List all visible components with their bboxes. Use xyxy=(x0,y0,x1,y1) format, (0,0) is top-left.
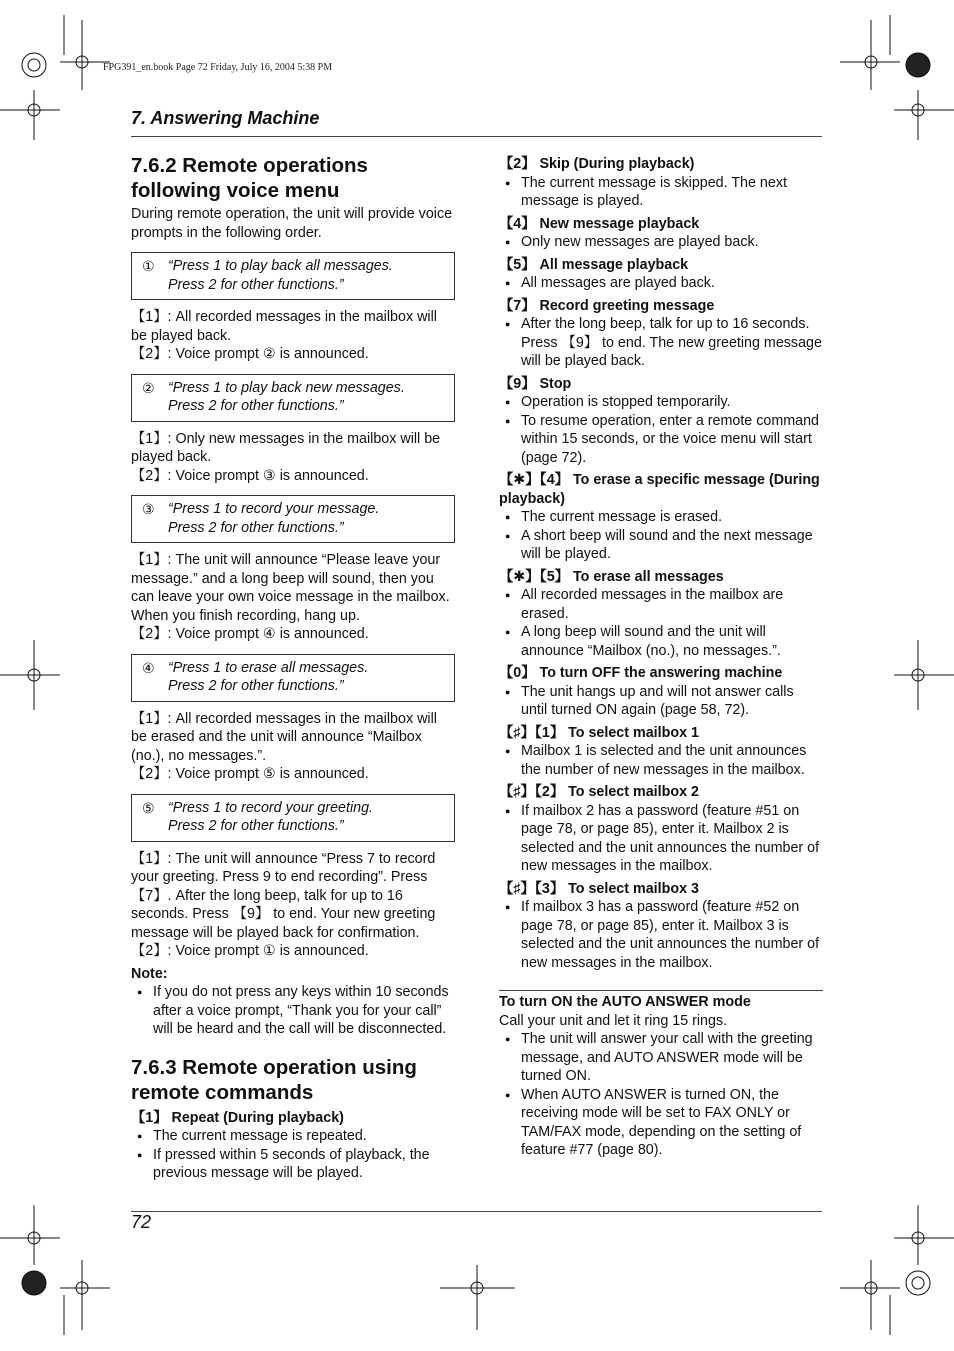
prompt-description: 【1】: All recorded messages in the mailbox will be erased and the unit will announce “Mailbox (no.), no messages.”. xyxy=(131,710,437,764)
prompt-next: 【2】: Voice prompt ③ is announced. xyxy=(131,467,369,484)
prompt-description: 【1】: The unit will announce “Please leave your message.” and a long beep will sound, then you can leave your own voice message in the mailbox. When you finish recording, hang up. xyxy=(131,552,450,624)
auto-answer-intro: Call your unit and let it ring 15 rings. xyxy=(499,1012,728,1029)
prompt-description: 【1】: The unit will announce “Press 7 to record your greeting. Press 9 to end recording”. Press 【7】. After the long beep, talk for up to 16 seconds. Press 【9】 to end. Your new greeting message will be played back for confirmation. xyxy=(131,850,436,941)
prompt-next: 【2】: Voice prompt ⑤ is announced. xyxy=(131,766,369,782)
chapter-title: 7. Answering Machine xyxy=(131,108,320,128)
command-item: ● Mailbox 1 is selected and the unit announces the number of new messages in the mailbox. xyxy=(499,742,823,779)
command-item: ● A short beep will sound and the next message will be played. xyxy=(499,527,823,564)
command-title: 【7】 Record greeting message xyxy=(499,297,715,314)
command-title: 【✱】【5】 To erase all messages xyxy=(499,568,724,585)
command-title: 【♯】【2】 To select mailbox 2 xyxy=(499,784,699,800)
command-item: ● The unit hangs up and will not answer calls until turned ON again (page 58, 72). xyxy=(499,683,823,720)
command-item: ● After the long beep, talk for up to 16 seconds. Press 【9】 to end. The new greeting message will be played back. xyxy=(499,315,823,371)
auto-answer-title: To turn ON the AUTO ANSWER mode xyxy=(499,994,751,1010)
page-number: 72 xyxy=(131,1212,152,1232)
voice-prompt-box xyxy=(131,374,455,422)
left-column xyxy=(131,153,455,1183)
command-item: ● All recorded messages in the mailbox are erased. xyxy=(499,586,823,623)
prompt-number: ⑤ xyxy=(142,799,155,816)
prompt-line: Press 2 for other functions.” xyxy=(168,519,344,536)
prompt-line: “Press 1 to record your greeting. xyxy=(168,799,374,816)
command-item: ● If pressed within 5 seconds of playback, the previous message will be played. xyxy=(131,1146,455,1183)
command-item: ● If mailbox 3 has a password (feature #52 on page 78, or page 85), enter it. Mailbox 3 is selected and the unit announces the number of new messages in the mailbox. xyxy=(499,898,823,972)
prompt-next: 【2】: Voice prompt ② is announced. xyxy=(131,346,369,362)
command-title: 【♯】【1】 To select mailbox 1 xyxy=(499,724,699,741)
note-item: ● If you do not press any keys within 10 seconds after a voice prompt, “Thank you for your call” will be heard and the call will be disconnected. xyxy=(131,983,455,1039)
prompt-number: ① xyxy=(142,258,155,274)
prompt-next: 【2】: Voice prompt ① is announced. xyxy=(131,943,369,959)
voice-prompt-box xyxy=(131,794,455,842)
prompt-line: Press 2 for other functions.” xyxy=(168,818,344,834)
command-title: 【✱】【4】 To erase a specific message (During playback) xyxy=(499,472,820,507)
footer-rule xyxy=(131,1211,822,1212)
command-item: ● The current message is erased. xyxy=(499,508,823,527)
voice-prompt-box xyxy=(131,495,455,543)
command-item: ● Operation is stopped temporarily. xyxy=(499,393,823,412)
command-title: 【♯】【3】 To select mailbox 3 xyxy=(499,880,699,897)
note-label: Note: xyxy=(131,965,168,982)
command-item: ● Only new messages are played back. xyxy=(499,233,823,252)
note xyxy=(131,965,455,1039)
prompt-description: 【1】: Only new messages in the mailbox will be played back. xyxy=(131,430,441,465)
prompt-number: ② xyxy=(142,379,155,396)
header-rule xyxy=(131,136,822,137)
command-title: 【1】 Repeat (During playback) xyxy=(131,1109,344,1126)
command-title: 【0】 To turn OFF the answering machine xyxy=(499,665,783,681)
intro-text: During remote operation, the unit will provide voice prompts in the following order. xyxy=(131,206,453,241)
command-title: 【5】 All message playback xyxy=(499,256,689,273)
prompt-line: Press 2 for other functions.” xyxy=(168,678,344,694)
command-item: ● The current message is skipped. The next message is played. xyxy=(499,174,823,211)
command-title: 【9】 Stop xyxy=(499,375,572,392)
voice-prompt-box xyxy=(131,252,455,300)
section-title: 7.6.2 Remote operations following voice menu xyxy=(131,154,368,202)
prompt-line: Press 2 for other functions.” xyxy=(168,276,344,293)
section-rule xyxy=(499,990,823,991)
prompt-number: ③ xyxy=(142,501,155,517)
prompt-line: “Press 1 to record your message. xyxy=(168,501,380,517)
prompt-next: 【2】: Voice prompt ④ is announced. xyxy=(131,626,369,642)
right-column xyxy=(499,153,823,1160)
prompt-line: “Press 1 to erase all messages. xyxy=(168,659,369,676)
command-item: ● If mailbox 2 has a password (feature #51 on page 78, or page 85), enter it. Mailbox 2 is selected and the unit announces the number of new messages in the mailbox. xyxy=(499,802,823,876)
auto-answer-item: ● The unit will answer your call with the greeting message, and AUTO ANSWER mode will be turned ON. xyxy=(499,1030,823,1086)
auto-answer-item: ● When AUTO ANSWER is turned ON, the receiving mode will be set to FAX ONLY or TAM/FAX mode, depending on the setting of feature #77 (page 80). xyxy=(499,1086,823,1160)
command-item: ● All messages are played back. xyxy=(499,274,823,293)
command-item: ● The current message is repeated. xyxy=(131,1127,455,1146)
prompt-line: “Press 1 to play back all messages. xyxy=(168,258,393,274)
prompt-line: Press 2 for other functions.” xyxy=(168,398,344,414)
print-header: FPG391_en.book Page 72 Friday, July 16, 2004 5:38 PM xyxy=(103,62,333,73)
prompt-line: “Press 1 to play back new messages. xyxy=(168,379,405,396)
section-title-2: 7.6.3 Remote operation using remote commands xyxy=(131,1055,417,1104)
command-item: ● To resume operation, enter a remote command within 15 seconds, or the voice menu will start (page 72). xyxy=(499,412,823,468)
prompt-description: 【1】: All recorded messages in the mailbox will be played back. xyxy=(131,309,437,344)
voice-prompt-box xyxy=(131,654,455,702)
prompt-number: ④ xyxy=(142,659,155,676)
command-item: ● A long beep will sound and the unit will announce “Mailbox (no.), no messages.”. xyxy=(499,623,823,660)
command-title: 【2】 Skip (During playback) xyxy=(499,156,695,172)
command-title: 【4】 New message playback xyxy=(499,215,700,232)
